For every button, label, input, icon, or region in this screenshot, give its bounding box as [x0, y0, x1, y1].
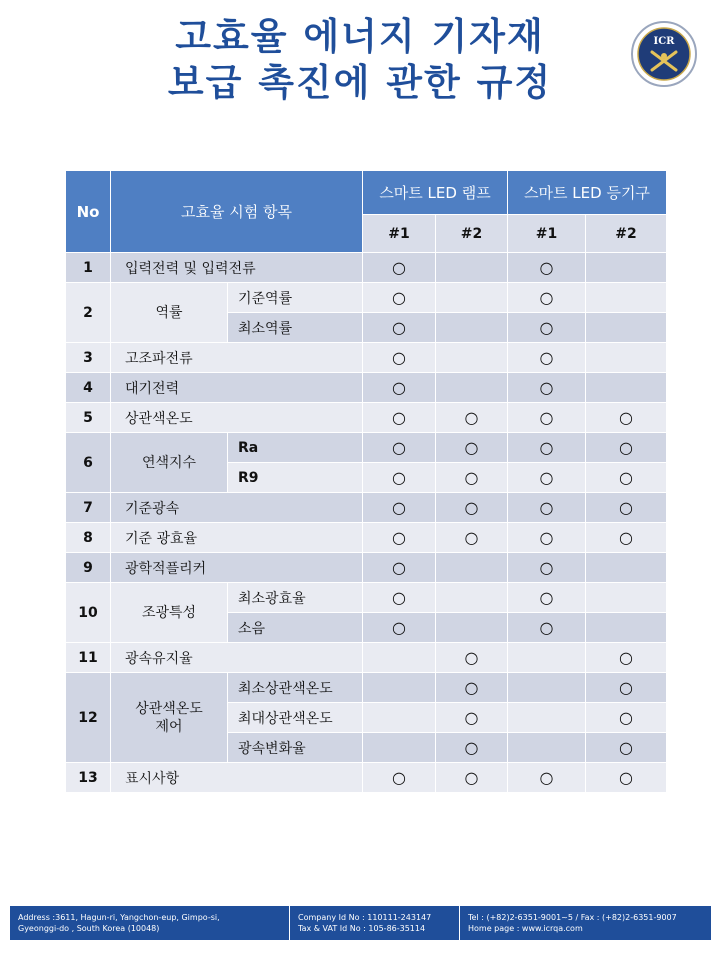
- row-number: 2: [66, 283, 111, 343]
- header-smart-led-luminaire: 스마트 LED 등기구: [508, 171, 667, 215]
- check-circle-cell: [586, 253, 667, 283]
- check-circle-cell: ○: [363, 493, 436, 523]
- row-number: 1: [66, 253, 111, 283]
- check-circle-cell: [508, 673, 586, 703]
- row-number: 3: [66, 343, 111, 373]
- check-circle-cell: [436, 283, 508, 313]
- check-circle-cell: ○: [508, 763, 586, 793]
- header-sub-3: #1: [508, 215, 586, 253]
- check-circle-cell: ○: [508, 613, 586, 643]
- row-item-label: 연색지수: [111, 433, 228, 493]
- row-subitem-label: 소음: [228, 613, 363, 643]
- header-sub-2: #2: [436, 215, 508, 253]
- check-circle-cell: [436, 553, 508, 583]
- row-item-label: 역률: [111, 283, 228, 343]
- check-circle-cell: ○: [363, 373, 436, 403]
- row-item-label: 상관색온도: [111, 403, 363, 433]
- table-row: [66, 433, 667, 463]
- check-circle-cell: [586, 343, 667, 373]
- check-circle-cell: ○: [508, 493, 586, 523]
- check-circle-cell: [436, 343, 508, 373]
- check-circle-cell: ○: [436, 433, 508, 463]
- check-circle-cell: ○: [363, 613, 436, 643]
- check-circle-cell: ○: [508, 463, 586, 493]
- check-circle-cell: ○: [586, 673, 667, 703]
- table-row: [66, 583, 667, 613]
- footer-contact-line-2: Home page : www.icrqa.com: [468, 924, 583, 933]
- row-subitem-label: 최소상관색온도: [228, 673, 363, 703]
- check-circle-cell: ○: [436, 673, 508, 703]
- table-row: [66, 403, 667, 433]
- check-circle-cell: [586, 553, 667, 583]
- row-subitem-label: 광속변화율: [228, 733, 363, 763]
- row-number: 5: [66, 403, 111, 433]
- check-circle-cell: [436, 313, 508, 343]
- check-circle-cell: ○: [436, 643, 508, 673]
- table-row: [66, 493, 667, 523]
- row-item-label: 고조파전류: [111, 343, 363, 373]
- check-circle-cell: ○: [363, 283, 436, 313]
- row-item-label: 상관색온도 제어: [111, 673, 228, 763]
- row-item-label: 기준광속: [111, 493, 363, 523]
- header-sub-1: #1: [363, 215, 436, 253]
- check-circle-cell: ○: [363, 583, 436, 613]
- check-circle-cell: ○: [363, 463, 436, 493]
- footer-address: [10, 906, 290, 940]
- row-item-label: 광학적플리커: [111, 553, 363, 583]
- footer-address-line-2: Gyeonggi-do , South Korea (10048): [18, 924, 160, 933]
- check-circle-cell: ○: [508, 583, 586, 613]
- row-number: 4: [66, 373, 111, 403]
- icr-seal-logo: [630, 20, 698, 88]
- check-circle-cell: ○: [508, 433, 586, 463]
- table-row: [66, 283, 667, 313]
- footer-company: [290, 906, 460, 940]
- check-circle-cell: [508, 733, 586, 763]
- footer-company-line-2: Tax & VAT Id No : 105-86-35114: [298, 924, 426, 933]
- logo-text: ICR: [653, 36, 675, 47]
- check-circle-cell: [508, 703, 586, 733]
- table-row: [66, 673, 667, 703]
- check-circle-cell: ○: [508, 253, 586, 283]
- check-circle-cell: [436, 253, 508, 283]
- table-row: [66, 763, 667, 793]
- row-number: 12: [66, 673, 111, 763]
- check-circle-cell: [363, 643, 436, 673]
- row-number: 11: [66, 643, 111, 673]
- check-circle-cell: [586, 373, 667, 403]
- row-number: 10: [66, 583, 111, 643]
- check-circle-cell: ○: [363, 313, 436, 343]
- check-circle-cell: [436, 373, 508, 403]
- check-circle-cell: ○: [363, 763, 436, 793]
- check-circle-cell: [586, 583, 667, 613]
- check-circle-cell: [586, 313, 667, 343]
- table-row: [66, 343, 667, 373]
- header-test-item: 고효율 시험 항목: [111, 171, 363, 253]
- row-item-label: 표시사항: [111, 763, 363, 793]
- table-row: [66, 523, 667, 553]
- check-circle-cell: ○: [436, 703, 508, 733]
- footer-bar: [10, 906, 711, 940]
- check-circle-cell: [586, 613, 667, 643]
- footer-contact-line-1: Tel : (+82)2-6351-9001~5 / Fax : (+82)2-6351-9007: [468, 913, 677, 922]
- check-circle-cell: ○: [436, 733, 508, 763]
- row-subitem-label: Ra: [228, 433, 363, 463]
- check-circle-cell: ○: [508, 403, 586, 433]
- check-circle-cell: ○: [508, 523, 586, 553]
- check-circle-cell: ○: [586, 493, 667, 523]
- check-circle-cell: ○: [586, 763, 667, 793]
- header-smart-led-lamp: 스마트 LED 램프: [363, 171, 508, 215]
- header-sub-4: #2: [586, 215, 667, 253]
- row-number: 8: [66, 523, 111, 553]
- footer-contact: [460, 906, 711, 940]
- footer-address-line-1: Address :3611, Hagun-ri, Yangchon-eup, Gimpo-si,: [18, 913, 220, 922]
- check-circle-cell: [363, 703, 436, 733]
- row-number: 7: [66, 493, 111, 523]
- row-subitem-label: 기준역률: [228, 283, 363, 313]
- check-circle-cell: [508, 643, 586, 673]
- check-circle-cell: ○: [586, 433, 667, 463]
- table-body: [66, 253, 667, 793]
- check-circle-cell: ○: [508, 313, 586, 343]
- check-circle-cell: ○: [436, 763, 508, 793]
- test-items-table: [65, 170, 667, 793]
- check-circle-cell: ○: [436, 463, 508, 493]
- row-item-label: 입력전력 및 입력전류: [111, 253, 363, 283]
- footer-company-line-1: Company Id No : 110111-243147: [298, 913, 432, 922]
- check-circle-cell: ○: [586, 463, 667, 493]
- row-item-label: 광속유지율: [111, 643, 363, 673]
- check-circle-cell: [436, 613, 508, 643]
- table-row: [66, 553, 667, 583]
- check-circle-cell: ○: [363, 253, 436, 283]
- header-no: No: [66, 171, 111, 253]
- check-circle-cell: [363, 673, 436, 703]
- row-subitem-label: 최대상관색온도: [228, 703, 363, 733]
- check-circle-cell: ○: [363, 523, 436, 553]
- row-number: 6: [66, 433, 111, 493]
- row-subitem-label: R9: [228, 463, 363, 493]
- row-item-label: 조광특성: [111, 583, 228, 643]
- check-circle-cell: ○: [363, 433, 436, 463]
- check-circle-cell: ○: [586, 643, 667, 673]
- check-circle-cell: ○: [586, 403, 667, 433]
- row-item-label: 대기전력: [111, 373, 363, 403]
- check-circle-cell: ○: [586, 703, 667, 733]
- table-row: [66, 373, 667, 403]
- check-circle-cell: ○: [508, 343, 586, 373]
- check-circle-cell: ○: [436, 523, 508, 553]
- check-circle-cell: ○: [436, 403, 508, 433]
- check-circle-cell: ○: [508, 373, 586, 403]
- title-line-1: 고효율 에너지 기자재: [175, 15, 545, 58]
- check-circle-cell: ○: [436, 493, 508, 523]
- title-line-2: 보급 촉진에 관한 규정: [167, 61, 553, 104]
- check-circle-cell: [436, 583, 508, 613]
- row-number: 9: [66, 553, 111, 583]
- check-circle-cell: ○: [586, 733, 667, 763]
- check-circle-cell: ○: [508, 283, 586, 313]
- row-subitem-label: 최소광효율: [228, 583, 363, 613]
- check-circle-cell: [363, 733, 436, 763]
- row-subitem-label: 최소역률: [228, 313, 363, 343]
- check-circle-cell: ○: [363, 403, 436, 433]
- check-circle-cell: ○: [508, 553, 586, 583]
- check-circle-cell: [586, 283, 667, 313]
- check-circle-cell: ○: [363, 553, 436, 583]
- table-row: [66, 643, 667, 673]
- check-circle-cell: ○: [586, 523, 667, 553]
- check-circle-cell: ○: [363, 343, 436, 373]
- table-row: [66, 253, 667, 283]
- row-item-label: 기준 광효율: [111, 523, 363, 553]
- row-number: 13: [66, 763, 111, 793]
- page-title: [0, 14, 720, 106]
